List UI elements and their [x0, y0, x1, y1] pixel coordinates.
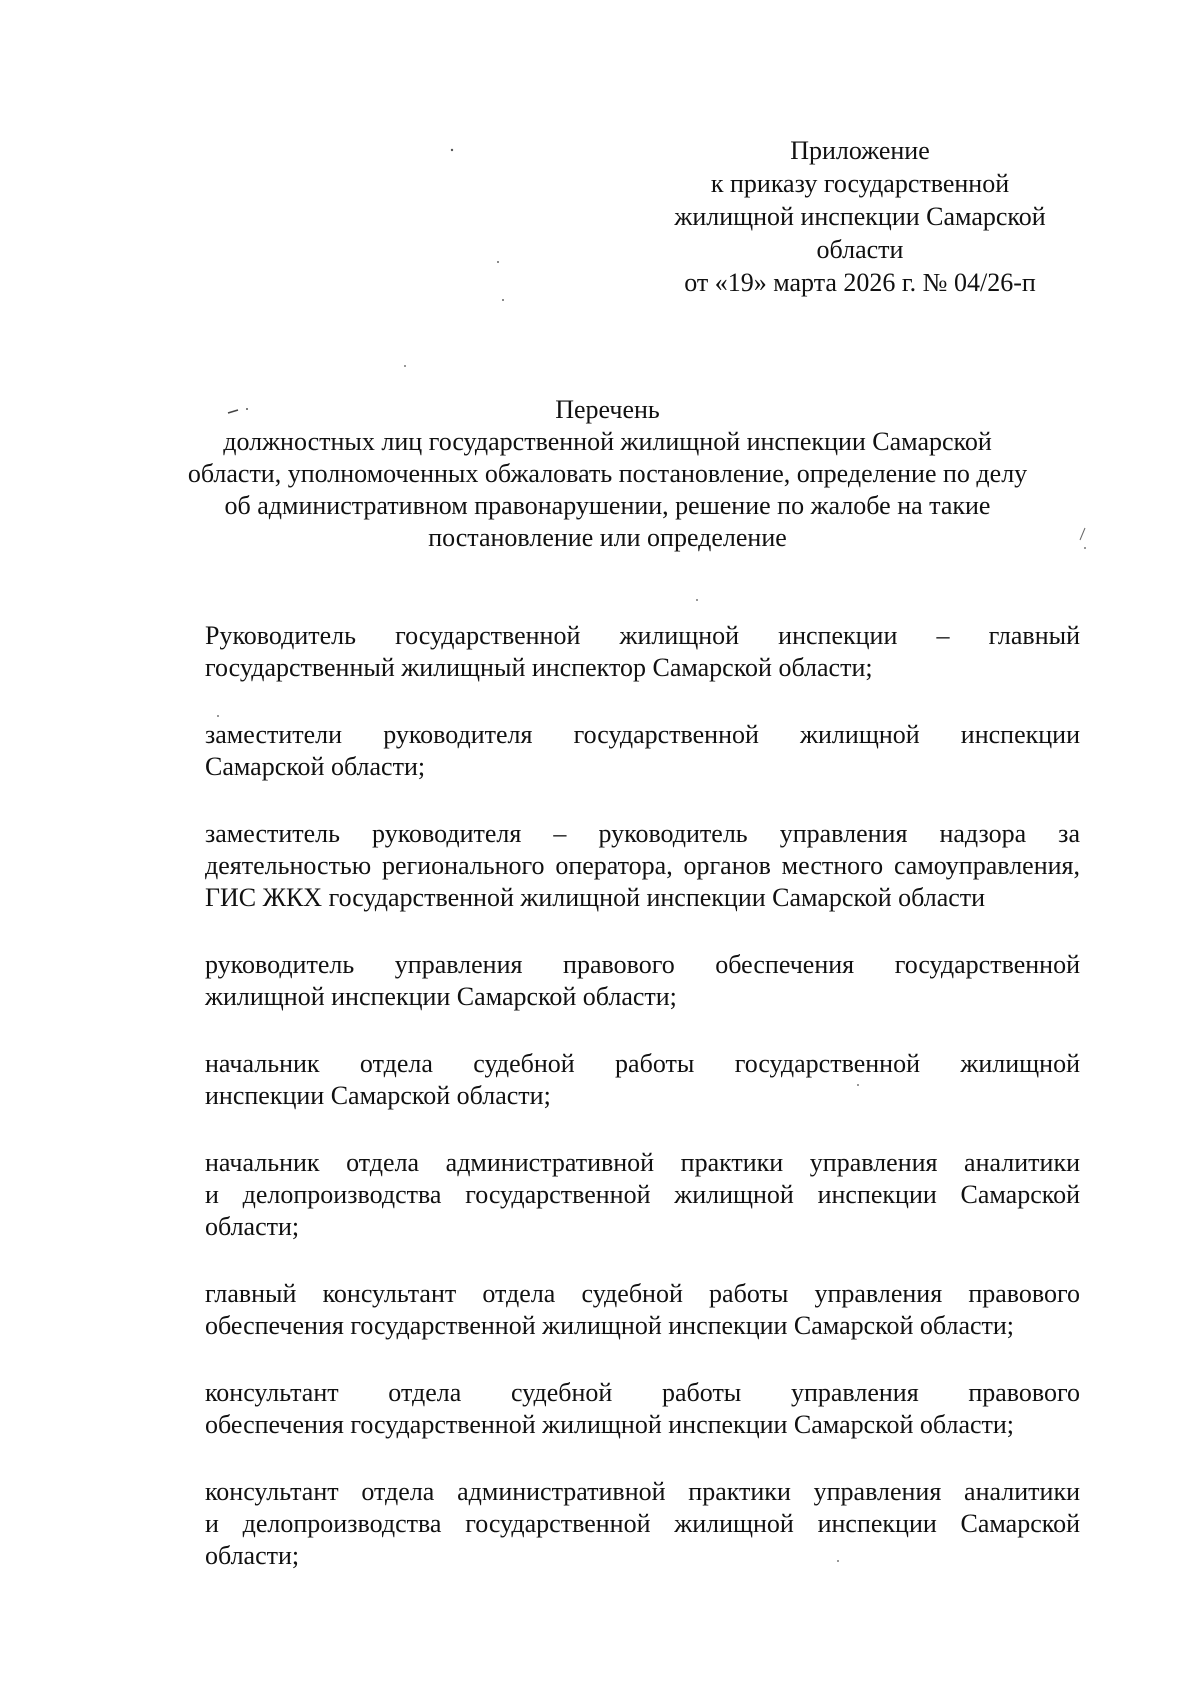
title-subheading-line: постановление или определение: [428, 523, 787, 552]
list-item: [135, 1147, 1080, 1243]
appendix-line: к приказу государственной: [710, 169, 1010, 198]
list-item-line: консультант отдела административной практики управления аналитики: [205, 1477, 1080, 1506]
list-item-line: и делопроизводства государственной жилищной инспекции Самарской: [205, 1509, 1080, 1538]
list-item-line: главный консультант отдела судебной работы управления правового: [205, 1279, 1080, 1308]
list-item-line: начальник отдела административной практики управления аналитики: [205, 1148, 1080, 1177]
list-item-line: инспекции Самарской области;: [205, 1081, 551, 1110]
list-item: [135, 620, 1080, 684]
list-item-line: обеспечения государственной жилищной инспекции Самарской области;: [205, 1410, 1015, 1439]
list-item: [135, 949, 1080, 1013]
list-item-line: ГИС ЖКХ государственной жилищной инспекции Самарской области: [205, 883, 986, 912]
appendix-line: Приложение: [790, 136, 930, 165]
list-item-line: обеспечения государственной жилищной инспекции Самарской области;: [205, 1311, 1015, 1340]
appendix-line: области: [816, 235, 904, 264]
title-subheading-line: области, уполномоченных обжаловать постановление, определение по делу: [187, 459, 1028, 488]
list-item: [135, 1048, 1080, 1112]
list-item-line: и делопроизводства государственной жилищной инспекции Самарской: [205, 1180, 1080, 1209]
list-item-line: консультант отдела судебной работы управления правового: [205, 1378, 1080, 1407]
list-item-line: деятельностью регионального оператора, органов местного самоуправления,: [205, 851, 1080, 880]
appendix-line: жилищной инспекции Самарской: [674, 202, 1046, 231]
list-item-line: руководитель управления правового обеспечения государственной: [205, 950, 1080, 979]
list-item-line: заместитель руководителя – руководитель управления надзора за: [205, 819, 1080, 848]
list-item-line: государственный жилищный инспектор Самарской области;: [205, 653, 873, 682]
officials-list: [135, 620, 1080, 1607]
list-item: [135, 1377, 1080, 1441]
list-item-line: области;: [205, 1212, 300, 1241]
list-item: [135, 1476, 1080, 1572]
list-item: [135, 1278, 1080, 1342]
list-item-line: Руководитель государственной жилищной инспекции – главный: [205, 621, 1080, 650]
list-item-line: Самарской области;: [205, 752, 426, 781]
list-item-line: заместители руководителя государственной жилищной инспекции: [205, 720, 1080, 749]
title-subheading-line: должностных лиц государственной жилищной инспекции Самарской: [223, 427, 992, 456]
title-subheading-line: об административном правонарушении, решение по жалобе на такие: [224, 491, 991, 520]
title-heading: Перечень: [555, 395, 660, 424]
list-item: [135, 719, 1080, 783]
document-title: [135, 394, 1080, 554]
list-item: [135, 818, 1080, 914]
list-item-line: начальник отдела судебной работы государственной жилищной: [205, 1049, 1080, 1078]
list-item-line: жилищной инспекции Самарской области;: [205, 982, 677, 1011]
appendix-order-date-line: от «19» марта 2026 г. № 04/26-п: [684, 268, 1036, 297]
appendix-block: [630, 134, 1090, 299]
list-item-line: области;: [205, 1541, 300, 1570]
